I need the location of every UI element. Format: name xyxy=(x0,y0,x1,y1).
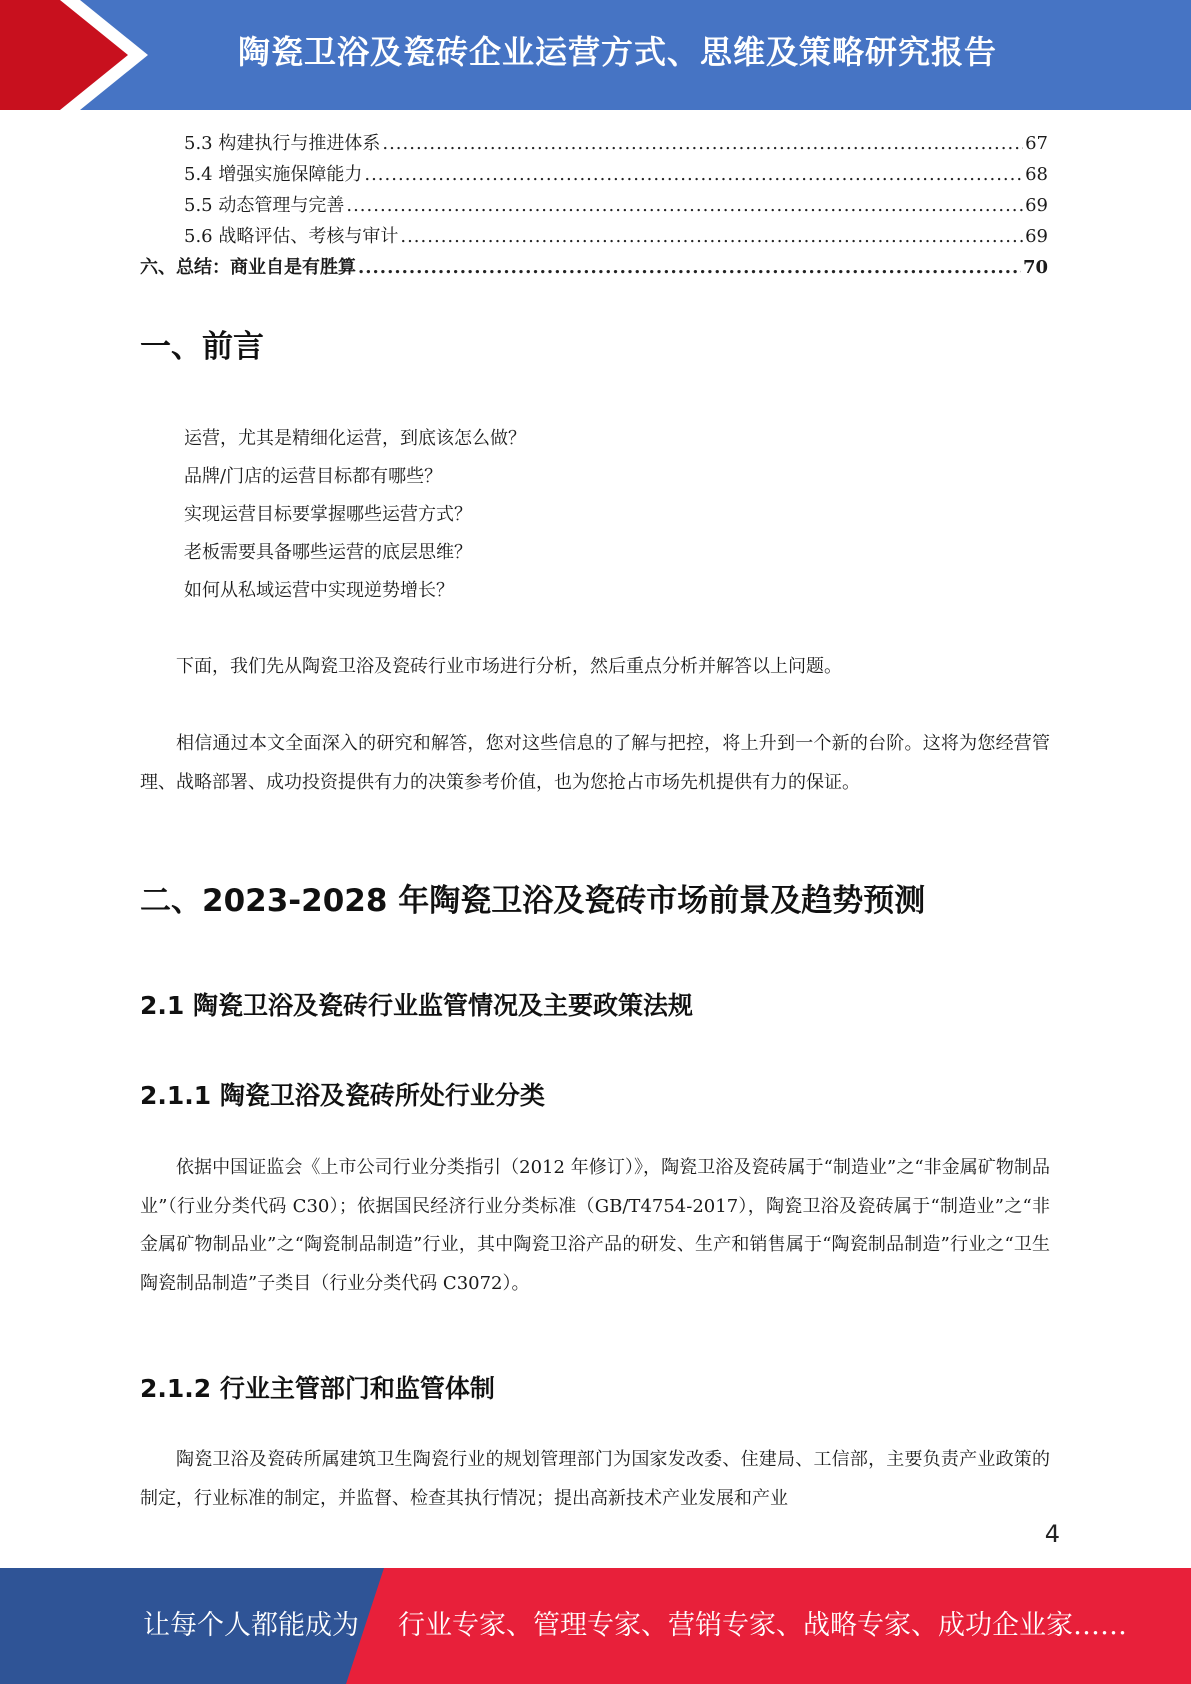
question-item: 运营，尤其是精细化运营，到底该怎么做？ xyxy=(184,428,526,449)
subsection-heading: 2.1.1 陶瓷卫浴及瓷砖所处行业分类 xyxy=(140,1081,545,1110)
footer-slogan-left: 让每个人都能成为 xyxy=(143,1610,359,1641)
toc-dot-leader xyxy=(400,221,1023,252)
toc-entry[interactable] xyxy=(140,221,1048,252)
toc-dot-leader xyxy=(364,159,1023,190)
toc-entry-label: 5.4 增强实施保障能力 xyxy=(184,164,363,185)
subsection-heading: 2.1 陶瓷卫浴及瓷砖行业监管情况及主要政策法规 xyxy=(140,991,693,1020)
subsection-heading: 2.1.2 行业主管部门和监管体制 xyxy=(140,1374,495,1403)
toc-entry-page: 67 xyxy=(1025,133,1048,154)
question-item: 如何从私域运营中实现逆势增长？ xyxy=(184,580,454,601)
body-paragraph: 依据中国证监会《上市公司行业分类指引（2012 年修订）》，陶瓷卫浴及瓷砖属于“制造业”之“非金属矿物制品业”（行业分类代码 C30）；依据国民经济行业分类标准（GB/T4754-2017），陶瓷卫浴及瓷砖属于“制造业”之“非金属矿物制品业”之“陶瓷制品制造”行业，其中陶瓷卫浴产品的研发、生产和销售属于“陶瓷制品制造”行业之“卫生陶瓷制品制造”子类目（行业分类代码 C3072）。 xyxy=(140,1157,1050,1294)
toc-dot-leader xyxy=(358,252,1021,283)
section-heading-preface: 一、前言 xyxy=(140,329,264,365)
toc-entry-chapter[interactable] xyxy=(140,252,1048,283)
footer-slogan-right: 行业专家、管理专家、营销专家、战略专家、成功企业家…… xyxy=(398,1610,1127,1641)
report-title: 陶瓷卫浴及瓷砖企业运营方式、思维及策略研究报告 xyxy=(238,33,998,71)
toc-dot-leader xyxy=(346,190,1023,221)
toc-entry-page: 68 xyxy=(1025,164,1048,185)
page-footer xyxy=(0,1568,1191,1684)
toc-entry-label: 六、总结：商业自是有胜算 xyxy=(140,257,356,278)
toc-entry-label: 5.3 构建执行与推进体系 xyxy=(184,133,381,154)
page-number: 4 xyxy=(1044,1520,1060,1548)
toc-entry[interactable] xyxy=(140,190,1048,221)
question-item: 老板需要具备哪些运营的底层思维？ xyxy=(184,542,472,563)
toc-entry-page: 70 xyxy=(1022,257,1048,278)
body-paragraph: 相信通过本文全面深入的研究和解答，您对这些信息的了解与把控，将上升到一个新的台阶。这将为您经营管理、战略部署、成功投资提供有力的决策参考价值，也为您抢占市场先机提供有力的保证。 xyxy=(140,733,1050,793)
toc-entry-page: 69 xyxy=(1025,226,1048,247)
body-paragraph: 下面，我们先从陶瓷卫浴及瓷砖行业市场进行分析，然后重点分析并解答以上问题。 xyxy=(176,656,842,677)
toc-entry-page: 69 xyxy=(1025,195,1048,216)
table-of-contents xyxy=(140,128,1048,283)
body-paragraph: 陶瓷卫浴及瓷砖所属建筑卫生陶瓷行业的规划管理部门为国家发改委、住建局、工信部，主要负责产业政策的制定，行业标准的制定，并监督、检查其执行情况；提出高新技术产业发展和产业 xyxy=(140,1449,1050,1509)
page-header xyxy=(0,0,1191,110)
section-heading-market-outlook: 二、2023-2028 年陶瓷卫浴及瓷砖市场前景及趋势预测 xyxy=(140,883,926,919)
toc-entry-label: 5.6 战略评估、考核与审计 xyxy=(184,226,399,247)
question-item: 品牌/门店的运营目标都有哪些？ xyxy=(184,466,443,487)
toc-dot-leader xyxy=(382,128,1023,159)
question-list xyxy=(184,420,526,610)
question-item: 实现运营目标要掌握哪些运营方式？ xyxy=(184,504,472,525)
toc-entry-label: 5.5 动态管理与完善 xyxy=(184,195,345,216)
toc-entry[interactable] xyxy=(140,128,1048,159)
toc-entry[interactable] xyxy=(140,159,1048,190)
